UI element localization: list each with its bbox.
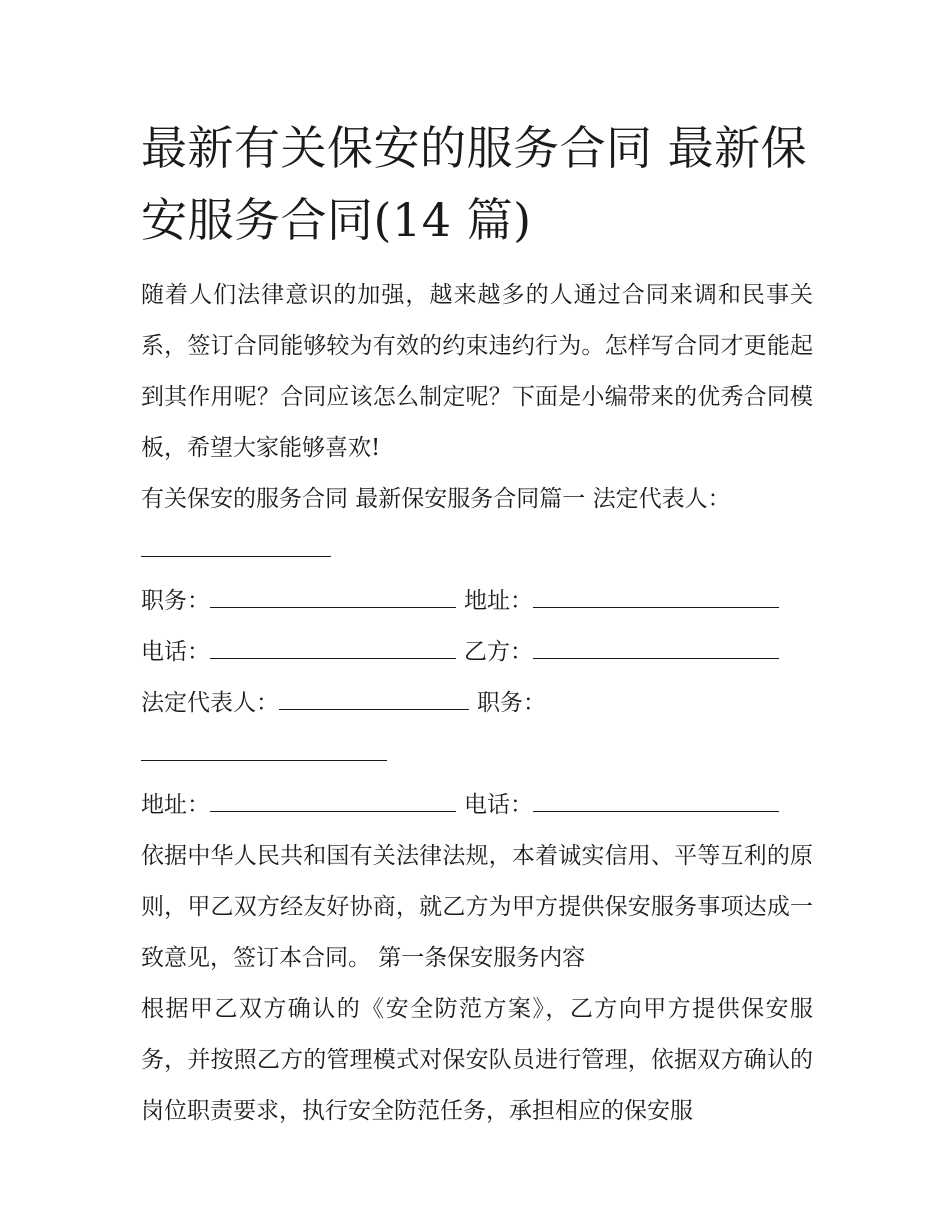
- address-label: 地址：: [464, 588, 533, 614]
- legal-rep-blank: [141, 536, 331, 557]
- section-heading: 有关保安的服务合同 最新保安服务合同篇一 法定代表人：: [141, 486, 731, 512]
- address-2-blank: [210, 791, 456, 812]
- position-2-blank: [141, 740, 387, 761]
- phone-blank: [210, 638, 456, 659]
- document-title: 最新有关保安的服务合同 最新保安服务合同(14 篇): [141, 121, 808, 247]
- legal-rep-2-blank: [279, 689, 469, 710]
- phone-2-label: 电话：: [464, 792, 533, 818]
- address-phone-line: [141, 780, 813, 831]
- party-b-blank: [533, 638, 779, 659]
- preamble-paragraph: 依据中华人民共和国有关法律法规，本着诚实信用、平等互利的原则，甲乙双方经友好协商，就乙方为甲方提供保安服务事项达成一致意见，签订本合同。 第一条保安服务内容: [141, 843, 813, 971]
- phone-partyb-line: [141, 627, 813, 678]
- party-b-label: 乙方：: [464, 639, 533, 665]
- phone-label: 电话：: [141, 639, 210, 665]
- legal-rep-blank-line: [141, 525, 813, 576]
- intro-paragraph: 随着人们法律意识的加强，越来越多的人通过合同来调和民事关系，签订合同能够较为有效的约束违约行为。怎样写合同才更能起到其作用呢？合同应该怎么制定呢？下面是小编带来的优秀合同模板，希望大家能够喜欢!: [141, 282, 813, 461]
- position-address-line: [141, 576, 813, 627]
- position-2-label: 职务：: [477, 690, 546, 716]
- phone-2-blank: [533, 791, 779, 812]
- address-blank: [533, 587, 779, 608]
- position-label: 职务：: [141, 588, 210, 614]
- position-blank: [210, 587, 456, 608]
- position-2-blank-line: [141, 729, 813, 780]
- document-page: [141, 112, 813, 1137]
- address-2-label: 地址：: [141, 792, 210, 818]
- legal-rep-position-line: [141, 678, 813, 729]
- clause-1-paragraph: 根据甲乙双方确认的《安全防范方案》，乙方向甲方提供保安服务，并按照乙方的管理模式对保安队员进行管理，依据双方确认的岗位职责要求，执行安全防范任务，承担相应的保安服: [141, 996, 813, 1124]
- legal-rep-label: 法定代表人：: [141, 690, 279, 716]
